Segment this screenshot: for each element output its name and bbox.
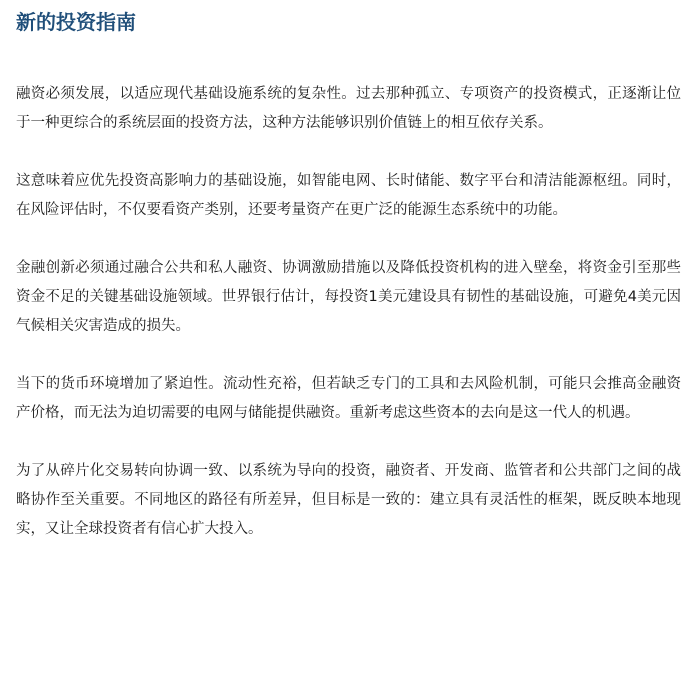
paragraph-4: 当下的货币环境增加了紧迫性。流动性充裕，但若缺乏专门的工具和去风险机制，可能只会推高金融资产价格，而无法为迫切需要的电网与储能提供融资。重新考虑这些资本的去向是这一代人的机遇。 — [16, 376, 681, 421]
article — [16, 0, 681, 544]
article-title: 新的投资指南 — [16, 10, 136, 34]
paragraph-2: 这意味着应优先投资高影响力的基础设施，如智能电网、长时储能、数字平台和清洁能源枢纽。同时，在风险评估时，不仅要看资产类别，还要考量资产在更广泛的能源生态系统中的功能。 — [16, 173, 681, 218]
paragraph-5: 为了从碎片化交易转向协调一致、以系统为导向的投资，融资者、开发商、监管者和公共部门之间的战略协作至关重要。不同地区的路径有所差异，但目标是一致的：建立具有灵活性的框架，既反映本地现实，又让全球投资者有信心扩大投入。 — [16, 463, 681, 537]
paragraph-1: 融资必须发展，以适应现代基础设施系统的复杂性。过去那种孤立、专项资产的投资模式，正逐渐让位于一种更综合的系统层面的投资方法，这种方法能够识别价值链上的相互依存关系。 — [16, 86, 681, 131]
paragraph-3: 金融创新必须通过融合公共和私人融资、协调激励措施以及降低投资机构的进入壁垒，将资金引至那些资金不足的关键基础设施领域。世界银行估计，每投资1美元建设具有韧性的基础设施，可避免4美元因气候相关灾害造成的损失。 — [16, 260, 681, 334]
